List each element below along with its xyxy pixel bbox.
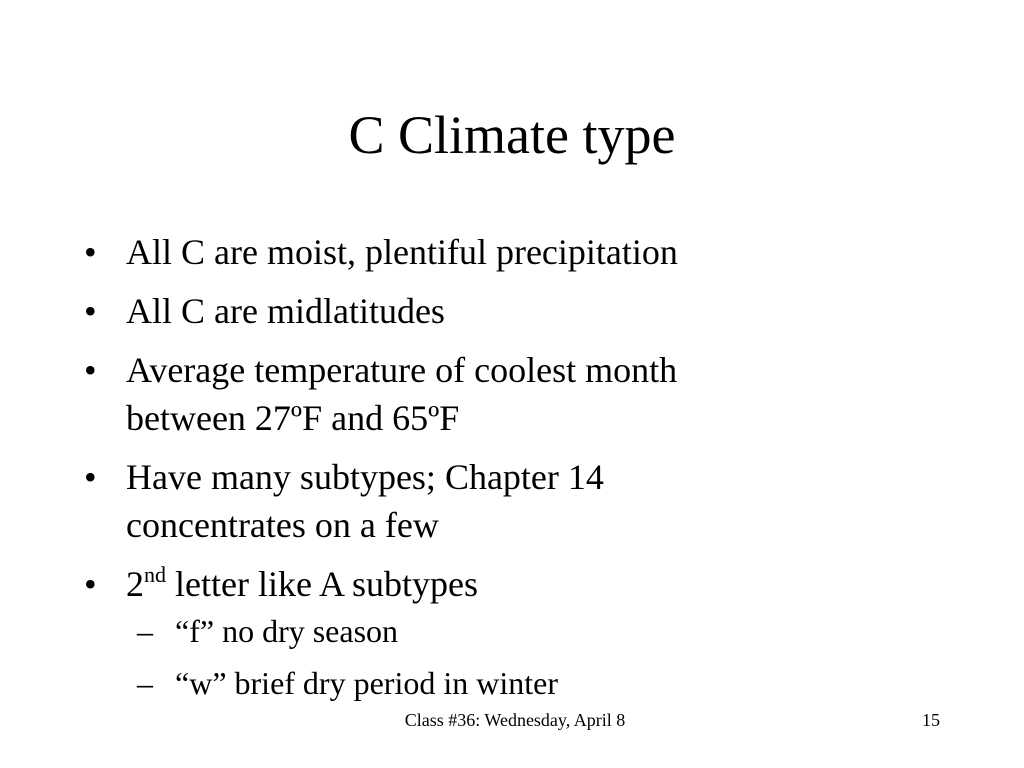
bullet-dot: •: [84, 564, 97, 604]
sub-bullet-text: “f” no dry season: [175, 613, 399, 649]
bullet-text: All C are moist, plentiful precipitation: [126, 232, 678, 272]
bullet-item: [84, 287, 944, 335]
bullet-text-line: between 27ºF and 65ºF: [126, 398, 460, 438]
bullet-text-lead: 2: [126, 564, 144, 604]
bullet-text-line: Average temperature of coolest month: [126, 350, 678, 390]
footer-class-date: Class #36: Wednesday, April 8: [404, 710, 626, 730]
bullet-list: [84, 228, 944, 715]
sub-bullet-item: [125, 610, 943, 652]
bullet-dot: •: [84, 457, 97, 497]
bullet-text-line: Have many subtypes; Chapter 14: [126, 457, 604, 497]
bullet-text-rest: letter like A subtypes: [166, 564, 478, 604]
bullet-text-line: concentrates on a few: [126, 505, 439, 545]
sub-bullet-item: [125, 662, 943, 704]
sub-bullet-list: [125, 610, 943, 704]
slide-title: C Climate type: [348, 105, 676, 165]
bullet-text-superscript: nd: [144, 562, 166, 587]
bullet-dot: •: [84, 232, 97, 272]
bullet-item: [84, 453, 944, 549]
bullet-item: [84, 560, 944, 704]
bullet-item: [84, 228, 944, 276]
bullet-dot: •: [84, 291, 97, 331]
sub-bullet-dash: –: [137, 665, 153, 701]
slide-number: 15: [922, 710, 940, 730]
bullet-text: All C are midlatitudes: [126, 291, 445, 331]
sub-bullet-text: “w” brief dry period in winter: [175, 665, 558, 701]
bullet-item: [84, 346, 944, 442]
sub-bullet-dash: –: [137, 613, 153, 649]
bullet-dot: •: [84, 350, 97, 390]
